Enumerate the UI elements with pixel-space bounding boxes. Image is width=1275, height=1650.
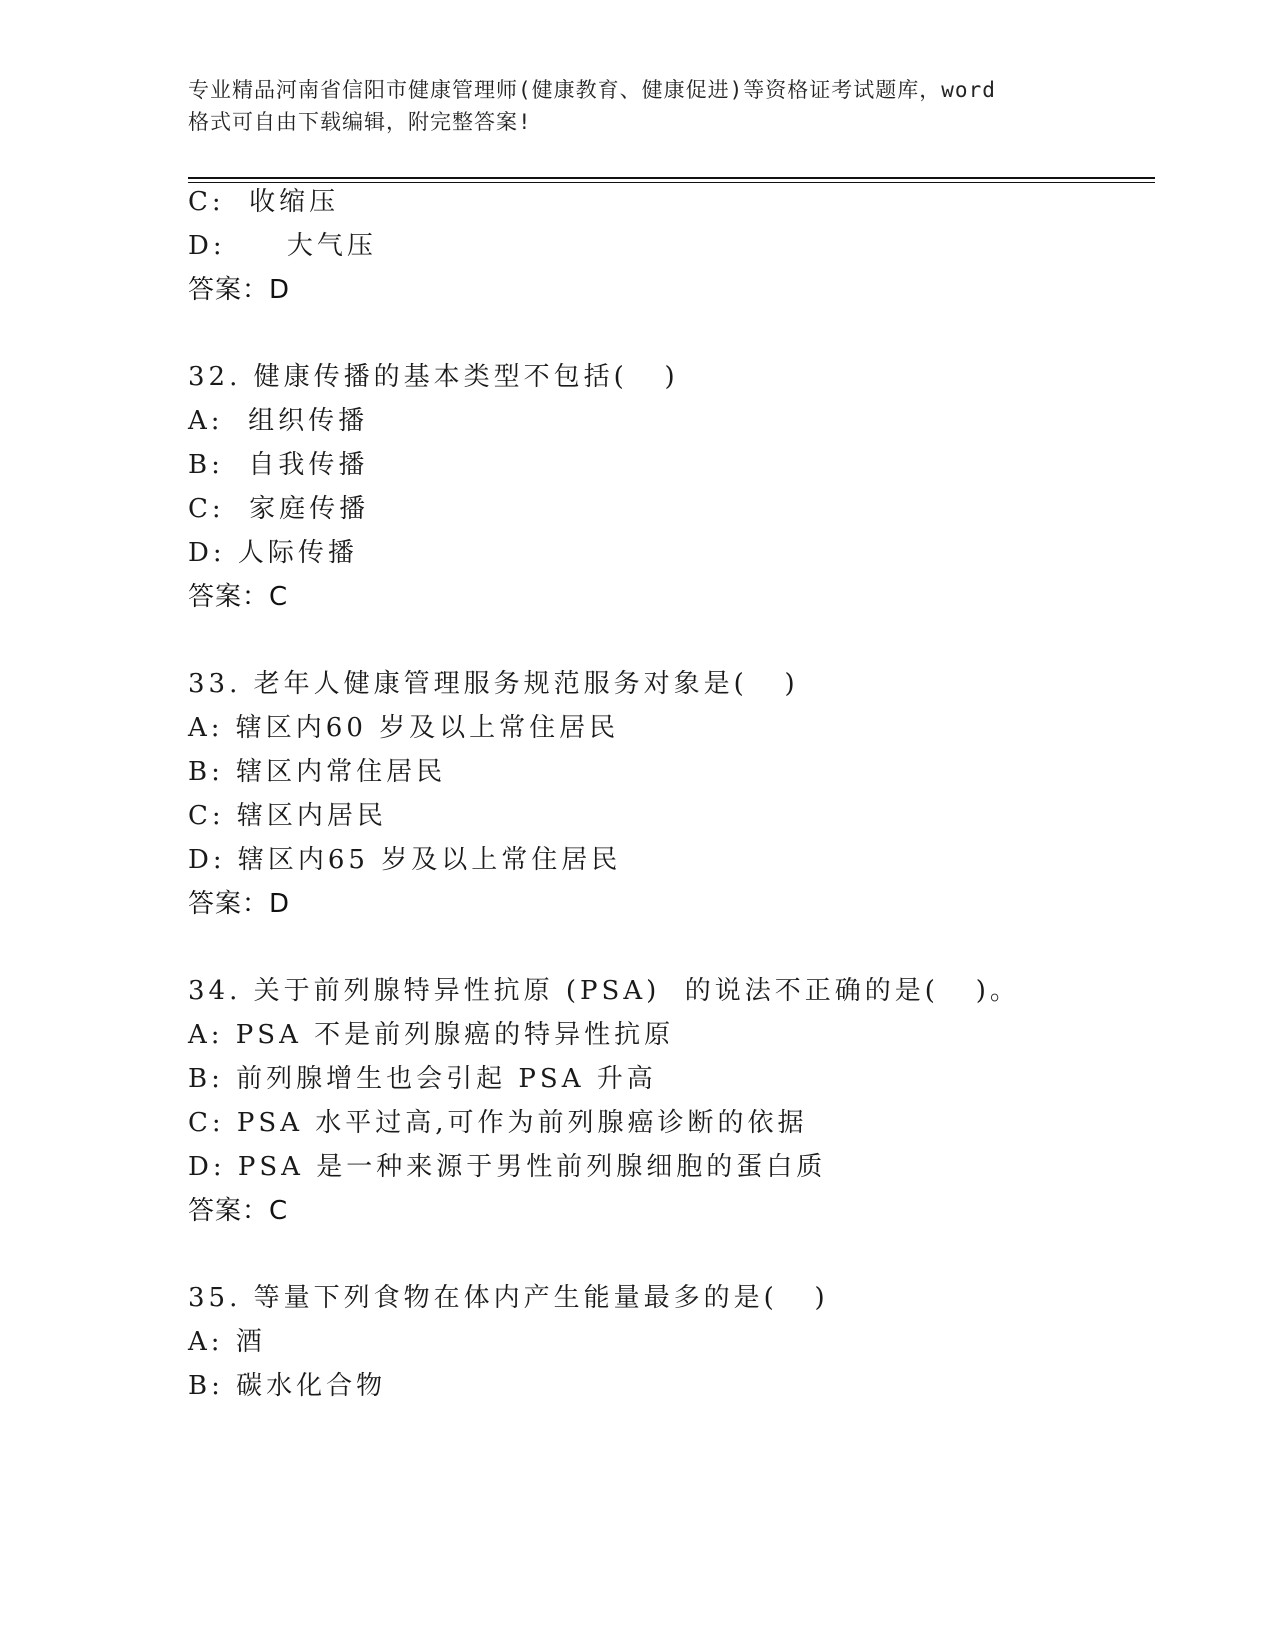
q32-option-d: D: 人际传播 [188, 538, 358, 568]
header-divider-thin [188, 182, 1155, 183]
q35-option-b: B: 碳水化合物 [188, 1371, 387, 1401]
q35-option-a: A: 酒 [188, 1327, 266, 1357]
q34-option-c: C: PSA 水平过高,可作为前列腺癌诊断的依据 [188, 1108, 808, 1138]
q33-option-d: D: 辖区内65 岁及以上常住居民 [188, 845, 622, 875]
q35-stem: 35. 等量下列食物在体内产生能量最多的是( ) [188, 1283, 829, 1313]
document-header [188, 74, 1088, 138]
q32-option-c: C: 家庭传播 [188, 494, 370, 524]
q32-option-a: A: 组织传播 [188, 406, 369, 436]
q32-stem: 32. 健康传播的基本类型不包括( ) [188, 362, 679, 392]
prev-answer: 答案：D [188, 275, 291, 305]
prev-option-c: C: 收缩压 [188, 187, 340, 217]
q34-answer: 答案：C [188, 1196, 289, 1226]
header-divider-thick [188, 177, 1155, 179]
q33-option-a: A: 辖区内60 岁及以上常住居民 [188, 713, 620, 743]
q33-option-b: B: 辖区内常住居民 [188, 757, 447, 787]
q33-answer: 答案：D [188, 889, 291, 919]
q32-option-b: B: 自我传播 [188, 450, 369, 480]
q33-option-c: C: 辖区内居民 [188, 801, 387, 831]
header-line-2: 格式可自由下载编辑，附完整答案! [188, 110, 532, 134]
q34-stem: 34. 关于前列腺特异性抗原 (PSA) 的说法不正确的是( )。 [188, 976, 1020, 1006]
prev-option-d: D: 大气压 [188, 231, 377, 261]
q32-answer: 答案：C [188, 582, 289, 612]
header-line-1: 专业精品河南省信阳市健康管理师(健康教育、健康促进)等资格证考试题库，word [188, 78, 996, 102]
q33-stem: 33. 老年人健康管理服务规范服务对象是( ) [188, 669, 799, 699]
q34-option-d: D: PSA 是一种来源于男性前列腺细胞的蛋白质 [188, 1152, 827, 1182]
q34-option-a: A: PSA 不是前列腺癌的特异性抗原 [188, 1020, 675, 1050]
q34-option-b: B: 前列腺增生也会引起 PSA 升高 [188, 1064, 657, 1094]
